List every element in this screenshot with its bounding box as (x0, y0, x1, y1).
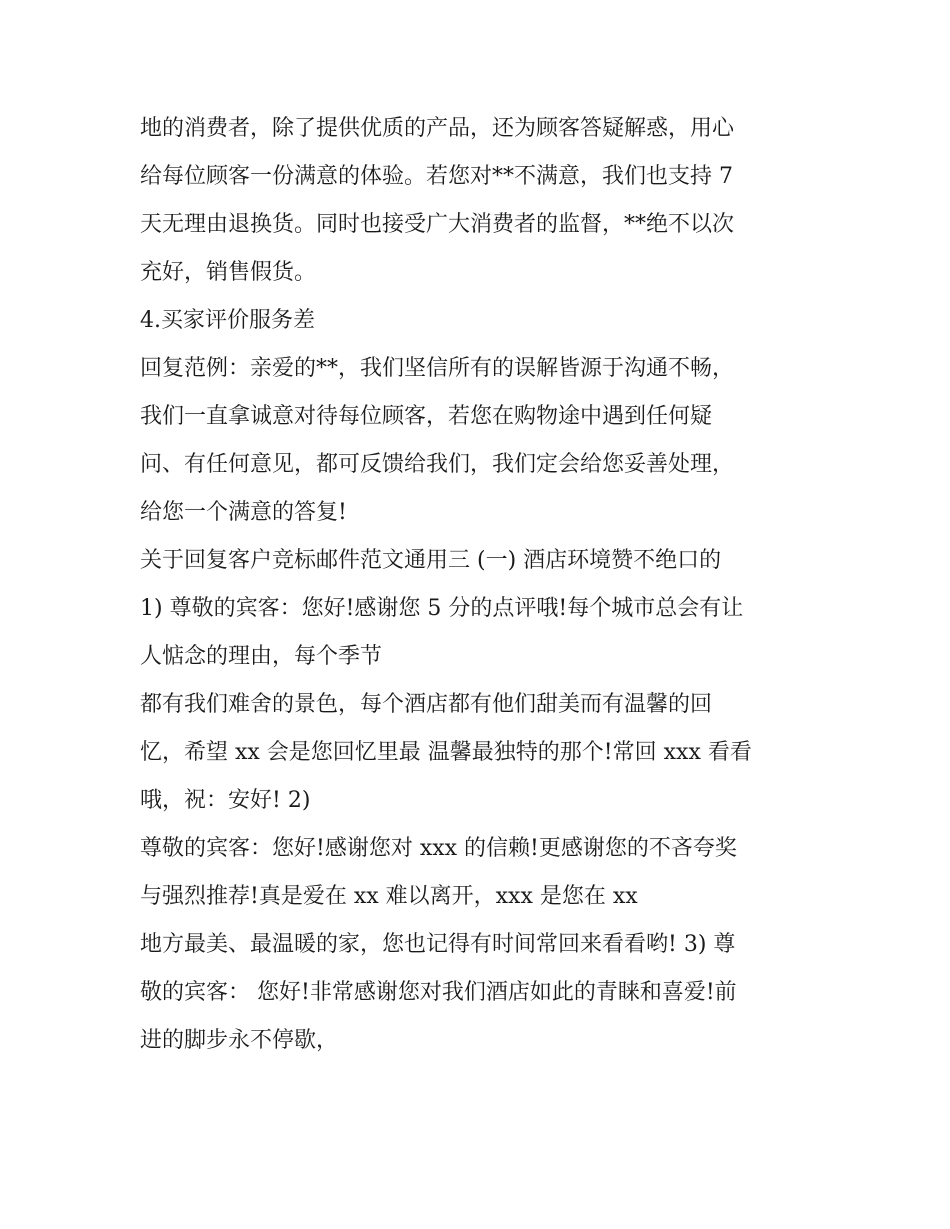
body-text (140, 105, 820, 1065)
text-line: 哦，祝：安好! 2) (140, 788, 311, 813)
text-line: 与强烈推荐!真是爱在 xx 难以离开，xxx 是您在 xx (140, 884, 638, 909)
text-line: 人惦念的理由，每个季节 (140, 644, 383, 669)
text-line: 地的消费者，除了提供优质的产品，还为顾客答疑解惑，用心 (140, 116, 735, 141)
section-heading: 4.买家评价服务差 (140, 308, 315, 333)
text-line: 1) 尊敬的宾客：您好!感谢您 5 分的点评哦!每个城市总会有让 (140, 596, 744, 621)
text-line: 地方最美、最温暖的家，您也记得有时间常回来看看哟! 3) 尊 (140, 932, 736, 957)
text-line: 敬的宾客： 您好!非常感谢您对我们酒店如此的青睐和喜爱!前 (140, 980, 737, 1005)
text-line: 回复范例：亲爱的**，我们坚信所有的误解皆源于沟通不畅， (140, 356, 735, 381)
text-line: 我们一直拿诚意对待每位顾客，若您在购物途中遇到任何疑 (140, 404, 713, 429)
text-line: 都有我们难舍的景色，每个酒店都有他们甜美而有温馨的回 (140, 692, 713, 717)
text-line: 忆，希望 xx 会是您回忆里最 温馨最独特的那个!常回 xxx 看看 (140, 740, 752, 765)
text-line: 关于回复客户竞标邮件范文通用三 (一) 酒店环境赞不绝口的 (140, 548, 722, 573)
text-line: 充好，销售假货。 (140, 260, 317, 285)
text-line: 天无理由退换货。同时也接受广大消费者的监督，**绝不以次 (140, 212, 735, 237)
text-line: 问、有任何意见，都可反馈给我们，我们定会给您妥善处理， (140, 452, 735, 477)
text-line: 进的脚步永不停歇， (140, 1028, 339, 1053)
text-line: 给您一个满意的答复! (140, 500, 347, 525)
text-line: 给每位顾客一份满意的体验。若您对**不满意，我们也支持 7 (140, 164, 733, 189)
text-line: 尊敬的宾客：您好!感谢您对 xxx 的信赖!更感谢您的不吝夸奖 (140, 836, 737, 861)
